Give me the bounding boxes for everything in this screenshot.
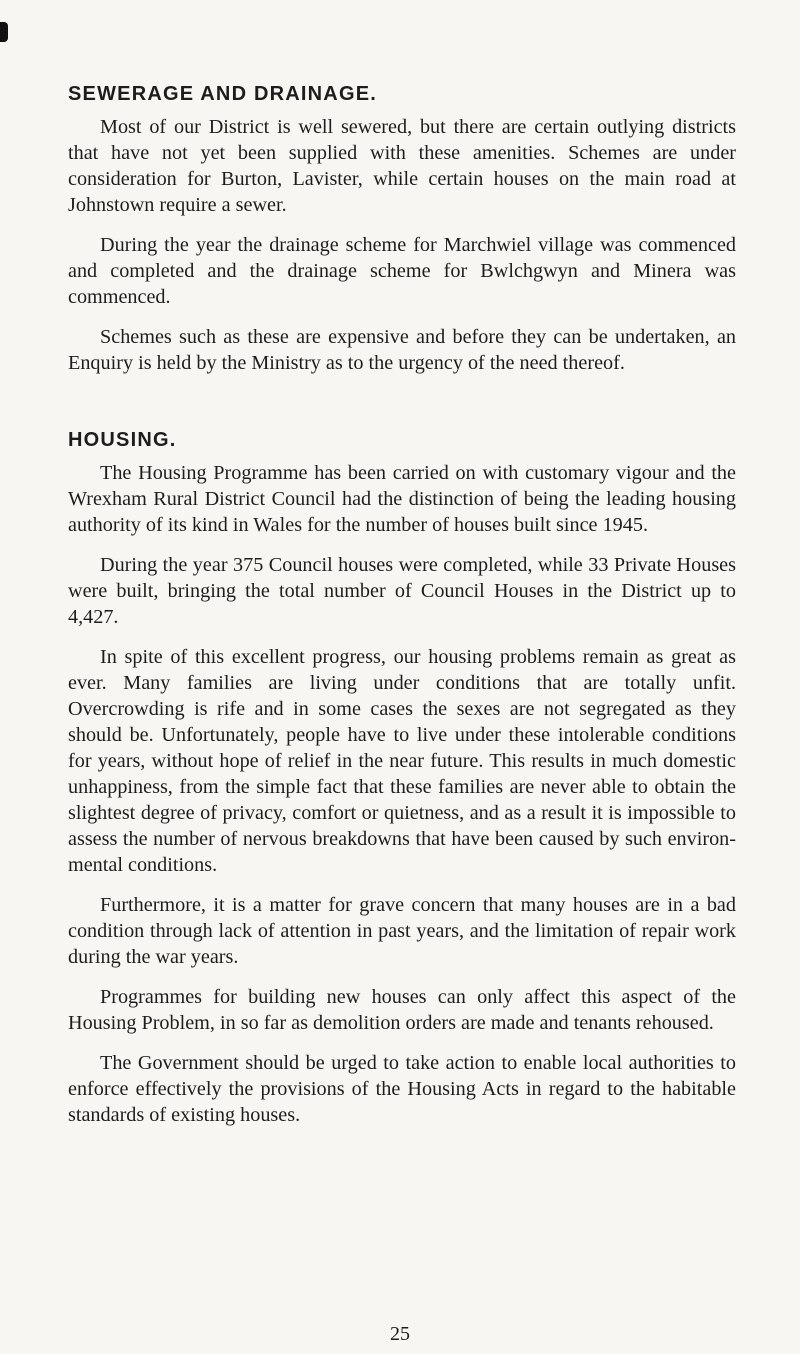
document-page — [68, 80, 736, 1142]
section-sewerage-drainage — [68, 80, 736, 376]
paragraph: During the year 375 Council houses were completed, while 33 Private Houses were built, bringing the total number of Council Houses in the District up to 4,427. — [68, 554, 736, 628]
paragraph: In spite of this excellent progress, our housing problems remain as great as ever. Many families are living under conditions that are totally unfit. Overcrowding is rife and in some cases the sexes are not segregated as they should be. Unfortunately, people have to live under these intolerable conditions for years, without hope of relief in the near future. This results in much domestic unhappiness, from the simple fact that these families are never able to obtain the slightest degree of privacy, comfort or quietness, and as a result it is impossible to assess the number of nervous breakdowns that have been caused by such environ-mental conditions. — [68, 646, 736, 876]
section-spacer — [68, 390, 736, 426]
section-heading: HOUSING. — [68, 429, 177, 451]
paragraph: During the year the drainage scheme for Marchwiel village was commenced and completed and the drainage scheme for Bwlchgwyn and Minera was commenced. — [68, 234, 736, 308]
page-number: 25 — [390, 1323, 410, 1345]
paragraph: Furthermore, it is a matter for grave concern that many houses are in a bad condition through lack of attention in past years, and the limitation of repair work during the war years. — [68, 894, 736, 968]
paragraph: Schemes such as these are expensive and before they can be undertaken, an Enquiry is held by the Ministry as to the urgency of the need thereof. — [68, 326, 736, 374]
paragraph: Most of our District is well sewered, but there are certain outlying districts that have not yet been supplied with these amenities. Schemes are under consideration for Burton, Lavister, while certain houses on the main road at Johnstown require a sewer. — [68, 116, 736, 216]
section-housing — [68, 426, 736, 1128]
section-heading: SEWERAGE AND DRAINAGE. — [68, 83, 378, 105]
page-edge-mark — [0, 22, 8, 42]
paragraph: Programmes for building new houses can only affect this aspect of the Housing Problem, in so far as demolition orders are made and tenants rehoused. — [68, 986, 736, 1034]
paragraph: The Housing Programme has been carried on with customary vigour and the Wrexham Rural District Council had the distinction of being the leading housing authority of its kind in Wales for the number of houses built since 1945. — [68, 462, 736, 536]
paragraph: The Government should be urged to take action to enable local authorities to enforce effectively the provisions of the Housing Acts in regard to the habitable standards of existing houses. — [68, 1052, 736, 1126]
